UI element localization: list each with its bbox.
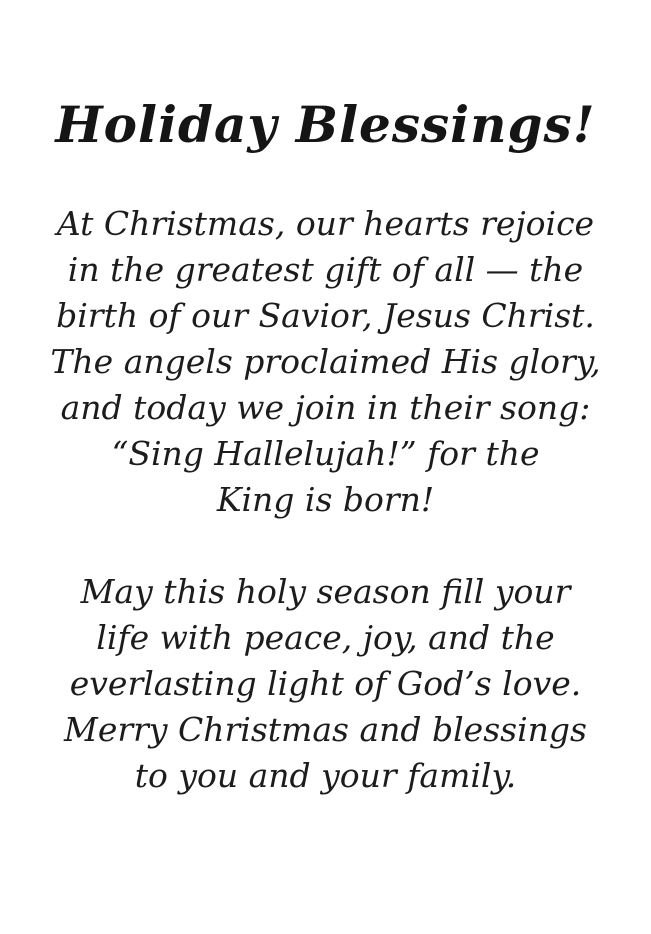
verse-line: birth of our Savior, Jesus Christ. bbox=[56, 296, 595, 335]
verse-line: Merry Christmas and blessings bbox=[64, 710, 587, 749]
verse-line: The angels proclaimed His glory, bbox=[50, 342, 601, 381]
verse-line: “Sing Hallelujah!” for the bbox=[111, 434, 540, 473]
verse-line: to you and your family. bbox=[134, 756, 517, 795]
verse-line: and today we join in their song: bbox=[60, 388, 591, 427]
verse-line: King is born! bbox=[216, 480, 435, 519]
verse-line: everlasting light of God’s love. bbox=[69, 664, 582, 703]
verse-paragraph-1 bbox=[18, 201, 633, 523]
verse-line: in the greatest gift of all — the bbox=[67, 250, 584, 289]
card-title: Holiday Blessings! bbox=[55, 95, 596, 154]
verse-line: May this holy season fill your bbox=[80, 572, 571, 611]
verse-line: At Christmas, our hearts rejoice bbox=[56, 204, 595, 243]
verse-line: life with peace, joy, and the bbox=[96, 618, 555, 657]
verse-paragraph-2 bbox=[18, 569, 633, 799]
